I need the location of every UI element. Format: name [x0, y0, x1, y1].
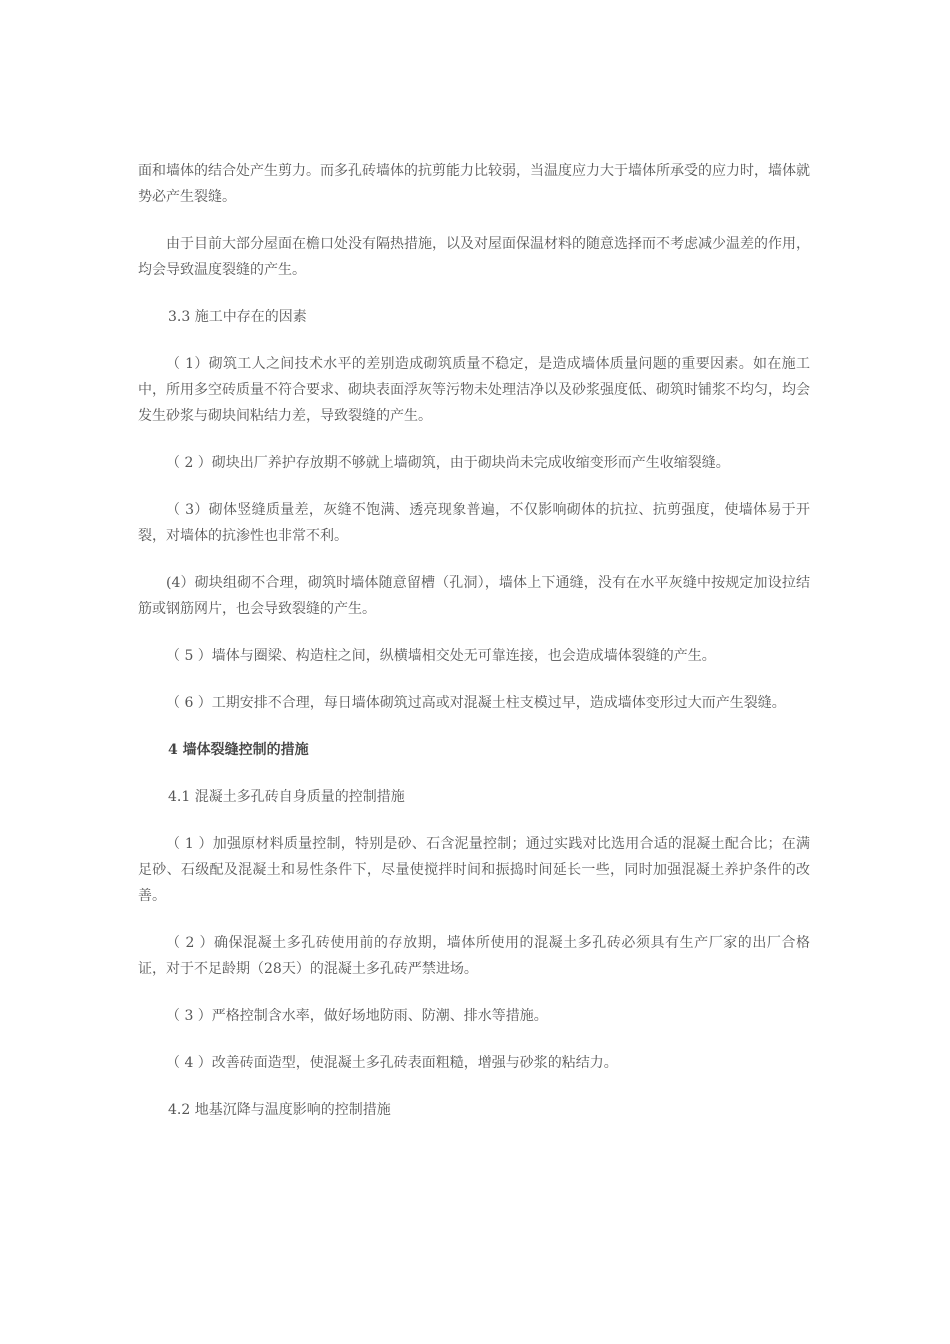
list-item-4-1-3: （ 3 ）严格控制含水率，做好场地防雨、防潮、排水等措施。 [166, 1008, 548, 1024]
list-item-3-3-5: （ 5 ）墙体与圈梁、构造柱之间，纵横墙相交处无可靠连接，也会造成墙体裂缝的产生。 [166, 648, 716, 664]
list-item-3-3-1: （ 1）砌筑工人之间技术水平的差别造成砌筑质量不稳定，是造成墙体质量问题的重要因素。如在施工中，所用多空砖质量不符合要求、砌块表面浮灰等污物未处理洁净以及砂浆强度低、砌筑时铺浆不均匀，均会发生砂浆与砌块间粘结力差，导致裂缝的产生。 [138, 356, 810, 424]
paragraph-roof-insulation: 由于目前大部分屋面在檐口处没有隔热措施，以及对屋面保温材料的随意选择而不考虑减少温差的作用，均会导致温度裂缝的产生。 [138, 236, 810, 278]
list-item-3-3-4: (4）砌块组砌不合理，砌筑时墙体随意留槽（孔洞），墙体上下通缝，没有在水平灰缝中按规定加设拉结筋或钢筋网片，也会导致裂缝的产生。 [138, 575, 810, 617]
list-item-4-1-4: （ 4 ）改善砖面造型，使混凝土多孔砖表面粗糙，增强与砂浆的粘结力。 [166, 1055, 618, 1071]
list-item-3-3-2: （ 2 ）砌块出厂养护存放期不够就上墙砌筑，由于砌块尚未完成收缩变形而产生收缩裂缝。 [166, 455, 730, 471]
document-body [138, 158, 810, 1144]
list-item-4-1-1: （ 1 ）加强原材料质量控制，特别是砂、石含泥量控制；通过实践对比选用合适的混凝土配合比；在满足砂、石级配及混凝土和易性条件下，尽量使搅拌时间和振捣时间延长一些，同时加强混凝土养护条件的改善。 [138, 836, 810, 904]
list-item-3-3-6: （ 6 ）工期安排不合理，每日墙体砌筑过高或对混凝土柱支模过早，造成墙体变形过大而产生裂缝。 [166, 695, 786, 711]
section-heading-4: 4 墙体裂缝控制的措施 [168, 742, 309, 758]
section-heading-3-3: 3.3 施工中存在的因素 [168, 309, 307, 325]
list-item-3-3-3: （ 3）砌体竖缝质量差，灰缝不饱满、透亮现象普遍，不仅影响砌体的抗拉、抗剪强度，使墙体易于开裂，对墙体的抗渗性也非常不利。 [138, 502, 810, 544]
section-heading-4-2: 4.2 地基沉降与温度影响的控制措施 [168, 1102, 391, 1118]
section-heading-4-1: 4.1 混凝土多孔砖自身质量的控制措施 [168, 789, 405, 805]
paragraph-shear-stress: 面和墙体的结合处产生剪力。而多孔砖墙体的抗剪能力比较弱，当温度应力大于墙体所承受的应力时，墙体就势必产生裂缝。 [138, 163, 810, 205]
list-item-4-1-2: （ 2 ）确保混凝土多孔砖使用前的存放期，墙体所使用的混凝土多孔砖必须具有生产厂家的出厂合格证，对于不足龄期（28天）的混凝土多孔砖严禁进场。 [138, 935, 810, 977]
